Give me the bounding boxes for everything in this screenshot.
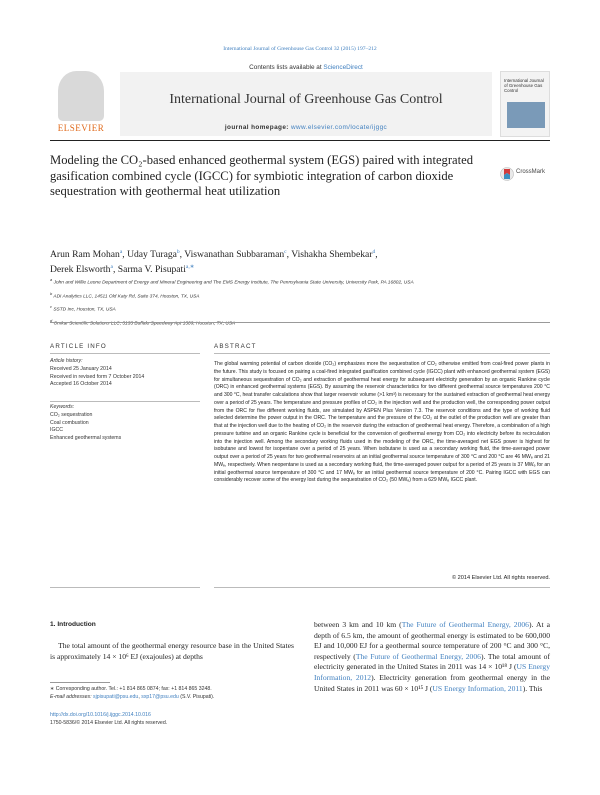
keyword: Coal combustion [50,419,89,426]
email-link[interactable]: sxp17@psu.edu [141,693,179,700]
reference-link[interactable]: US Energy Information, 2012 [314,662,550,682]
article-title: Modeling the CO₂-based enhanced geothermal system (EGS) paired with integrated gasification combined cycle (IGCC) for symbiotic integration of carbon dioxide sequestration with geothermal heat utilization [50,153,474,199]
homepage-link[interactable]: www.elsevier.com/locate/ijggc [291,124,388,131]
keyword: Enhanced geothermal systems [50,435,122,442]
author[interactable]: Viswanathan Subbaraman$^c$ [184,249,287,261]
elsevier-tree-icon [58,71,104,121]
article-info-heading: ARTICLE INFO [50,343,107,350]
author-list: Arun Ram Mohan$^a$, Uday Turaga$^b$, Viswanathan Subbaraman$^c$, Vishakha Shembekar$^d$, Derek Elsworth$^a$, Sarma V. Pisupati$^{a,∗}$ [50,249,378,276]
footnote-divider [50,682,110,683]
affiliation: $^a$ John and Willie Leone Department of Energy and Mineral Engineering and The EMS Energy Institute, The Pennsylvania State University, University Park, PA 16802, USA [50,277,414,286]
divider [50,587,200,588]
journal-citation[interactable]: International Journal of Greenhouse Gas Control 32 (2015) 197–212 [223,46,377,52]
reference-link[interactable]: The Future of Geothermal Energy, 2006 [355,651,481,661]
abstract-heading: ABSTRACT [214,343,257,350]
divider [214,587,550,588]
crossmark-label: CrossMark [516,169,546,175]
cover-image [507,102,545,128]
abstract-text: The global warming potential of carbon dioxide (CO₂) emphasizes more the sequestration of CO₂ otherwise emitted from coal-fired power plants in the future. This study is focused on pairing a coal-fired integrated gasification combined cycle (IGCC) plant with enhanced geothermal system (EGS) for simultaneous sequestration of CO₂ and extraction of geothermal heat energy for subsequent electricity generation by an organic Rankine cycle (ORC) in enhanced geothermal systems (EGS). By assuming the reservoir characteristics for two different geothermal source temperatures 200 °C and 300 °C, heat transfer calculations show that larger reservoir volume (>1 km³) is necessary for the sustained extraction of geothermal heat energy over a period of 25 years. The temperature and pressure profiles of CO₂ in the injection well and the production well, the corresponding power output from the ORC for five different working fluids, are simulated by ASPEN Plus Version 7.3. The reservoir conditions and the type of working fluid selected determine the power output in the ORC. The temperature and the pressure of the CO₂ at the outlet of the production well are greater than that at the injection well due to the heating of CO₂ in the reservoir during the extraction of geothermal heat energy. Therefore, a combination of a high pressure turbine and an organic Rankine cycle is beneficial for the conversion of geothermal energy from CO₂ into electricity before its recirculation into the injection well. Among the secondary working fluids used in the modeling of the ORC, the time-averaged net EGS power is highest for isobutane and lowest for isopentane over a period of 25 years. When isobutane is used as a secondary working fluid, the time-averaged power output over a period of 25 years for two geothermal reservoirs at an initial geothermal source temperature of 300 °C and 200 °C are 46 MWₑ and 21 MWₑ, respectively. When neopentane is used as a secondary working fluid, the time-averaged power output for a period of 25 years is 37 MWₑ for an initial geothermal source temperature of 300 °C and 17 MWₑ for an initial geothermal source temperature of 200 °C. Pairing IGCC with EGS can considerably recover some of the energy lost during the sequestration of CO₂ (50 MWₑ) from a 629 MWₑ IGCC plant. [214,361,550,484]
section-heading-introduction: 1. Introduction [50,621,96,628]
footnotes [50,686,294,702]
header-divider [50,140,550,141]
email-note: E-mail addresses: sjpisupati@psu.edu, sxp17@psu.edu (S.V. Pisupati). [50,693,215,700]
issn: 1750-5836/© 2014 Elsevier Ltd. All rights reserved. [50,719,168,726]
reference-link[interactable]: The Future of Geothermal Energy, 2006 [401,620,529,629]
author[interactable]: Uday Turaga$^b$ [127,249,180,261]
keywords: Keywords: CO₂ sequestration Coal combustion IGCC Enhanced geothermal systems [50,404,200,443]
history-item: Received 25 January 2014 [50,365,112,372]
author[interactable]: Arun Ram Mohan$^a$ [50,249,123,261]
article-identifiers [50,712,294,728]
copyright: © 2014 Elsevier Ltd. All rights reserved. [451,575,550,581]
author[interactable]: Derek Elsworth$^a$ [50,264,113,276]
article-history: Article history: Received 25 January 2014 Received in revised form 7 October 2014 Accepted 16 October 2014 [50,358,200,389]
affiliation: $^d$ Omkar Scientific Solutions LLC, 3133 Buffalo Speedway Apt 1309, Houston, TX, USA [50,317,236,327]
history-item: Accepted 16 October 2014 [50,381,112,388]
reference-link[interactable]: US Energy Information, 2011 [432,683,523,693]
info-divider [50,353,200,354]
crossmark-badge[interactable] [500,164,548,186]
contents-line: Contents lists available at ScienceDirect [249,64,363,71]
affiliation: $^c$ SSTD Inc, Houston, TX, USA [50,304,116,313]
affiliation: $^b$ ADI Analytics LLC, 14511 Old Katy Rd, Suite 374, Houston, TX, USA [50,290,200,300]
history-item: Received in revised form 7 October 2014 [50,373,145,380]
keyword: IGCC [50,427,63,434]
doi-link[interactable]: http://dx.doi.org/10.1016/j.ijggc.2014.10.016 [50,712,151,718]
corresponding-author-note: ∗ Corresponding author. Tel.: +1 814 865 0874; fax: +1 814 865 3248. [50,686,212,692]
journal-title: International Journal of Greenhouse Gas Control [169,92,443,107]
keywords-divider [50,401,200,402]
body-text-left: The total amount of the geothermal energy resource base in the United States is approximately 14 × 10⁶ EJ (exajoules) at depths [50,641,294,661]
journal-homepage: journal homepage: www.elsevier.com/locate/ijggc [224,124,388,131]
publisher-name: ELSEVIER [57,123,105,133]
author[interactable]: Sarma V. Pisupati$^{a,∗}$ [117,264,195,276]
author[interactable]: Vishakha Shembekar$^d$ [291,249,376,261]
cover-title: International Journal of Greenhouse Gas Control [504,78,544,94]
abstract-divider [214,353,550,354]
section-divider [50,322,550,323]
elsevier-logo[interactable] [50,71,112,137]
email-link[interactable]: sjpisupati@psu.edu [92,693,139,700]
keyword: CO₂ sequestration [50,411,93,418]
crossmark-icon [500,166,514,182]
journal-cover[interactable] [500,71,550,137]
sciencedirect-link[interactable]: ScienceDirect [323,64,363,71]
body-text-right: between 3 km and 10 km (The Future of Geothermal Energy, 2006). At a depth of 6.5 km, the amount of geothermal energy is estimated to be 600,000 EJ and 10,000 EJ for a geothermal source temperature of 200 °C and 300 °C, respectively (The Future of Geothermal Energy, 2006). The total amount of electricity generated in the United States in 2011 was 14 × 10¹⁸ J (US Energy Information, 2012). Electricity generation from geothermal energy in the United States in 2011 was 60 × 10¹⁵ J (US Energy Information, 2011). This [314,620,551,693]
